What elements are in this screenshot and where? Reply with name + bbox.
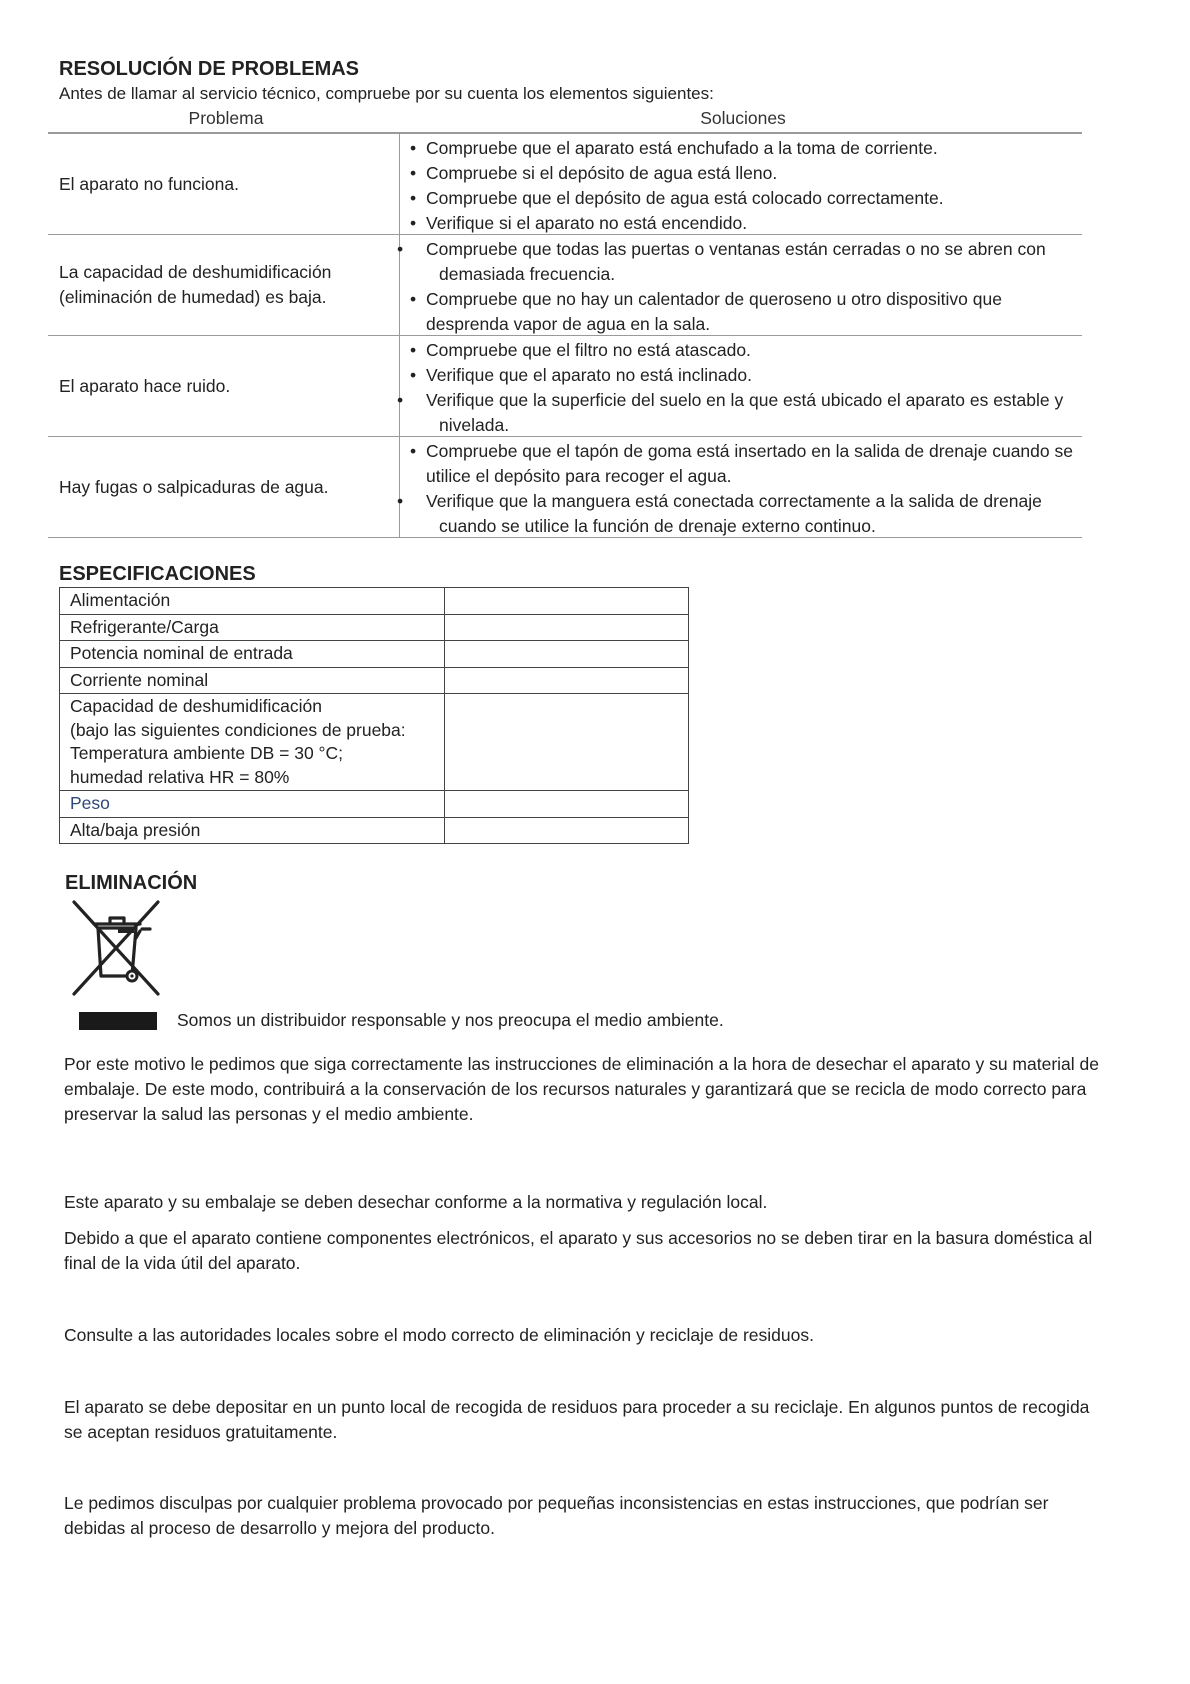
column-header-problem: Problema xyxy=(188,108,264,128)
table-row xyxy=(48,134,1082,235)
table-row xyxy=(60,791,689,818)
solutions-list xyxy=(400,437,1082,537)
spec-label: Capacidad de deshumidificación (bajo las siguientes condiciones de prueba: Temperatura ambiente DB = 30 °C; humedad relativa HR = 80% xyxy=(60,694,445,791)
solution-item: • Compruebe que no hay un calentador de queroseno u otro dispositivo que desprenda vapor de agua en la sala. xyxy=(410,287,1082,337)
problem-cell: Hay fugas o salpicaduras de agua. xyxy=(48,437,400,537)
solution-item: • Compruebe que todas las puertas o ventanas están cerradas o no se abren con demasiada frecuencia. xyxy=(410,237,1082,287)
solution-item: • Compruebe si el depósito de agua está lleno. xyxy=(410,161,1082,186)
solution-item: • Compruebe que el depósito de agua está colocado correctamente. xyxy=(410,186,1082,211)
table-row xyxy=(60,641,689,668)
problem-cell: La capacidad de deshumidificación (eliminación de humedad) es baja. xyxy=(48,235,400,335)
column-header-solutions: Soluciones xyxy=(700,108,786,128)
table-row xyxy=(60,614,689,641)
disposal-paragraph: Debido a que el aparato contiene componentes electrónicos, el aparato y sus accesorios no se deben tirar en la basura doméstica al final de la vida útil del aparato. xyxy=(64,1228,1093,1273)
troubleshooting-intro: Antes de llamar al servicio técnico, compruebe por su cuenta los elementos siguientes: xyxy=(59,84,714,103)
table-row xyxy=(48,235,1082,336)
disposal-paragraph: Este aparato y su embalaje se deben desechar conforme a la normativa y regulación local. xyxy=(64,1192,768,1212)
specifications-table xyxy=(59,587,689,844)
table-row xyxy=(48,336,1082,437)
crossed-out-bin-icon xyxy=(70,898,166,998)
spec-label: Peso xyxy=(60,791,445,818)
spec-value xyxy=(445,588,689,615)
table-row xyxy=(48,437,1082,538)
disposal-paragraph: Le pedimos disculpas por cualquier problema provocado por pequeñas inconsistencias en estas instrucciones, que podrían ser debidas al proceso de desarrollo y mejora del producto. xyxy=(64,1493,1049,1538)
disposal-title: ELIMINACIÓN xyxy=(65,872,198,894)
table-row xyxy=(60,588,689,615)
disposal-paragraph: Por este motivo le pedimos que siga correctamente las instrucciones de eliminación a la hora de desechar el aparato y su material de embalaje. De este modo, contribuirá a la conservación de los recursos naturales y garantizará que se recicla de modo correcto para preservar la salud las personas y el medio ambiente. xyxy=(64,1054,1099,1124)
solutions-list xyxy=(400,235,1082,335)
solution-item: • Compruebe que el aparato está enchufado a la toma de corriente. xyxy=(410,136,1082,161)
table-row xyxy=(60,817,689,844)
spec-label: Alta/baja presión xyxy=(60,817,445,844)
troubleshooting-header xyxy=(48,108,1082,134)
solution-item: • Verifique que la superficie del suelo en la que está ubicado el aparato es estable y nivelada. xyxy=(410,388,1082,438)
spec-label: Corriente nominal xyxy=(60,667,445,694)
problem-cell: El aparato no funciona. xyxy=(48,134,400,234)
solution-item: • Verifique si el aparato no está encendido. xyxy=(410,211,1082,236)
spec-value xyxy=(445,614,689,641)
black-bar xyxy=(79,1012,157,1030)
specifications-title: ESPECIFICACIONES xyxy=(59,563,256,585)
table-row xyxy=(60,694,689,791)
spec-value xyxy=(445,694,689,791)
solution-item: • Compruebe que el tapón de goma está insertado en la salida de drenaje cuando se utilice el depósito para recoger el agua. xyxy=(410,439,1082,489)
solution-item: • Compruebe que el filtro no está atascado. xyxy=(410,338,1082,363)
solution-item: • Verifique que la manguera está conectada correctamente a la salida de drenaje cuando se utilice la función de drenaje externo continuo. xyxy=(410,489,1082,539)
disposal-tagline: Somos un distribuidor responsable y nos preocupa el medio ambiente. xyxy=(177,1010,724,1030)
spec-value xyxy=(445,817,689,844)
disposal-paragraph: Consulte a las autoridades locales sobre el modo correcto de eliminación y reciclaje de residuos. xyxy=(64,1325,814,1345)
spec-label: Alimentación xyxy=(60,588,445,615)
spec-value xyxy=(445,641,689,668)
spec-value xyxy=(445,791,689,818)
problem-cell: El aparato hace ruido. xyxy=(48,336,400,436)
table-row xyxy=(60,667,689,694)
spec-value xyxy=(445,667,689,694)
spec-label: Refrigerante/Carga xyxy=(60,614,445,641)
solutions-list xyxy=(400,134,1082,234)
disposal-paragraph: El aparato se debe depositar en un punto local de recogida de residuos para proceder a su reciclaje. En algunos puntos de recogida se aceptan residuos gratuitamente. xyxy=(64,1397,1090,1442)
spec-label: Potencia nominal de entrada xyxy=(60,641,445,668)
troubleshooting-table xyxy=(48,108,1082,538)
solution-item: • Verifique que el aparato no está inclinado. xyxy=(410,363,1082,388)
solutions-list xyxy=(400,336,1082,436)
troubleshooting-title: RESOLUCIÓN DE PROBLEMAS xyxy=(59,58,360,80)
